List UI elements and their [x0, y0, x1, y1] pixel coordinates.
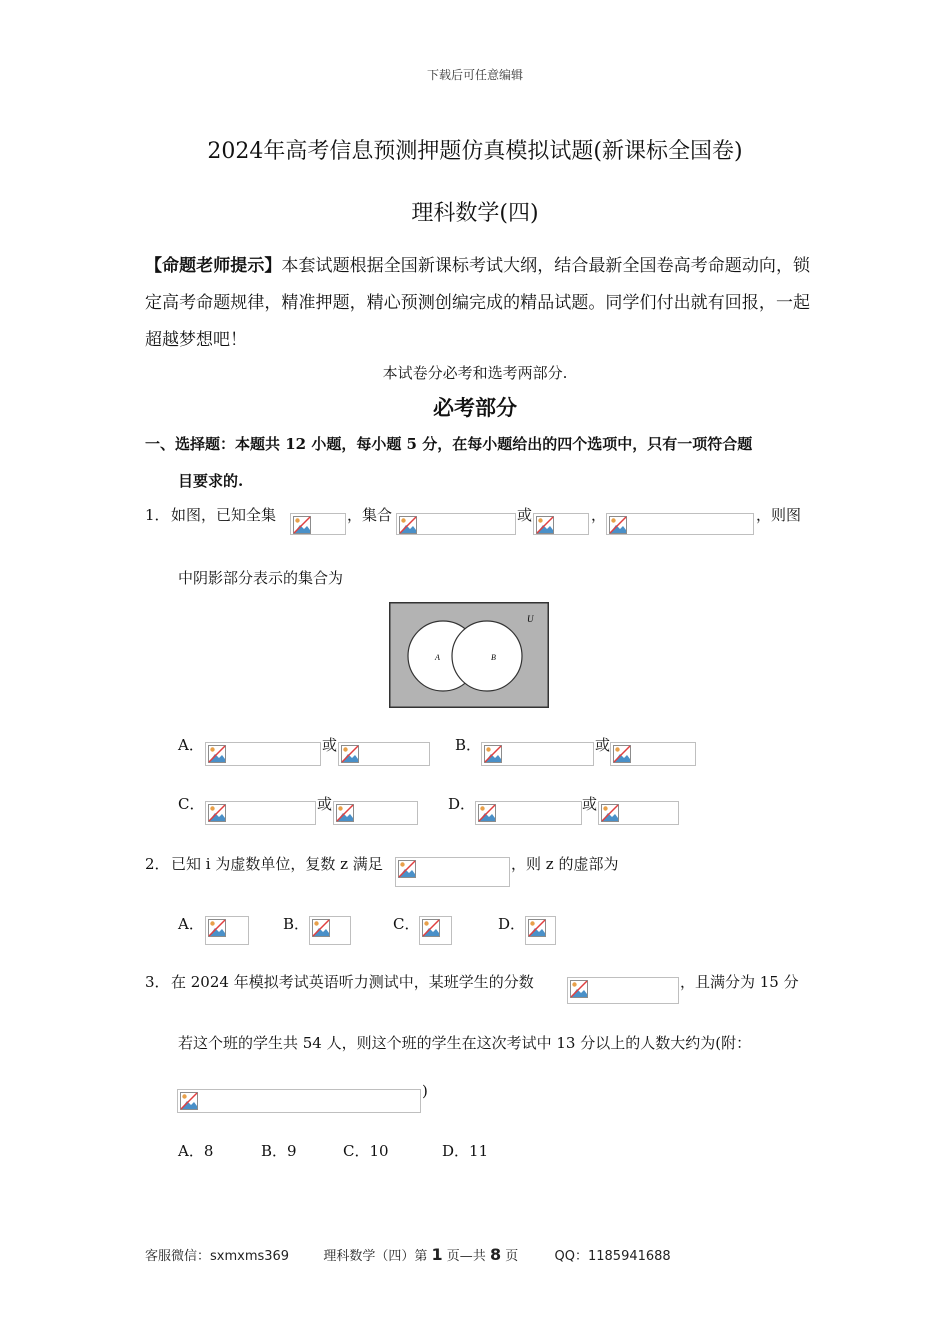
broken-image-icon [536, 516, 554, 534]
q2-option-c-label: C． [393, 915, 420, 933]
q1-option-d-or: 或 [582, 795, 598, 813]
broken-image-icon [613, 745, 631, 763]
q1-option-d-label: D． [448, 795, 476, 813]
formula-image [475, 801, 582, 825]
formula-image [290, 513, 346, 535]
broken-image-icon [609, 516, 627, 534]
q3-option-b: B．9 [261, 1142, 297, 1160]
formula-image [205, 742, 321, 766]
venn-label-u: U [527, 614, 534, 624]
venn-label-b: B [491, 653, 496, 662]
formula-image [395, 857, 510, 887]
footer-qq: QQ：1185941688 [554, 1249, 671, 1264]
formula-image [177, 1089, 421, 1113]
formula-image [205, 916, 249, 945]
venn-label-a: A [435, 653, 440, 662]
paper-note: 本试卷分必考和选考两部分. [382, 364, 568, 382]
tips-text: 本套试题根据全国新课标考试大纲，结合最新全国卷高考命题动向，锁定高考命题规律，精准押题，精心预测创编完成的精品试题。同学们付出就有回报，一起超越梦想吧！ [145, 256, 810, 350]
footer-wechat: 客服微信：sxmxms369 [145, 1249, 290, 1264]
formula-image [396, 513, 516, 535]
broken-image-icon [341, 745, 359, 763]
page-subtitle: 理科数学(四) [411, 201, 539, 226]
formula-image [309, 916, 351, 945]
q2-text-1: 已知 i 为虚数单位，复数 z 满足 [171, 855, 383, 873]
q1-option-b-or: 或 [595, 736, 611, 754]
q3-option-c: C．10 [343, 1142, 389, 1160]
q1-text-line2: 中阴影部分表示的集合为 [178, 569, 344, 587]
formula-image [338, 742, 430, 766]
q2-option-b-label: B． [283, 915, 310, 933]
broken-image-icon [570, 980, 588, 998]
page-footer [145, 1245, 671, 1264]
venn-diagram [389, 602, 549, 708]
instructions-line2: 目要求的. [178, 472, 244, 490]
broken-image-icon [208, 919, 226, 937]
section-title: 必考部分 [433, 395, 517, 420]
q3-number: 3． [145, 973, 170, 991]
footer-mid: 页—共 [446, 1249, 486, 1264]
q1-text-4: ， [591, 506, 607, 524]
q1-text-3: 或 [517, 506, 533, 524]
q3-text-2: ，且满分为 15 分 [680, 973, 799, 991]
formula-image [205, 801, 316, 825]
q2-number: 2． [145, 855, 170, 873]
formula-image [598, 801, 679, 825]
teacher-tips [145, 248, 810, 359]
footer-end: 页 [505, 1249, 519, 1264]
instructions-line1: 一、选择题：本题共 12 小题，每小题 5 分，在每小题给出的四个选项中，只有一项符合题 [145, 435, 753, 453]
q2-option-d-label: D． [498, 915, 526, 933]
q3-option-a: A．8 [178, 1142, 214, 1160]
broken-image-icon [208, 745, 226, 763]
broken-image-icon [601, 804, 619, 822]
broken-image-icon [180, 1092, 198, 1110]
formula-image [606, 513, 754, 535]
download-note: 下载后可任意编辑 [426, 68, 523, 82]
broken-image-icon [312, 919, 330, 937]
q2-text-2: ，则 z 的虚部为 [511, 855, 619, 873]
formula-image [525, 916, 556, 945]
page-title: 2024年高考信息预测押题仿真模拟试题(新课标全国卷) [207, 139, 743, 164]
broken-image-icon [208, 804, 226, 822]
broken-image-icon [484, 745, 502, 763]
formula-image [333, 801, 418, 825]
q1-number: 1． [145, 506, 170, 524]
q3-close-paren: ) [422, 1082, 428, 1100]
q3-text-line2: 若这个班的学生共 54 人，则这个班的学生在这次考试中 13 分以上的人数大约为(附： [178, 1034, 752, 1052]
formula-image [481, 742, 594, 766]
footer-page-number: 1 [431, 1245, 443, 1264]
footer-paper: 理科数学（四）第 [323, 1249, 428, 1264]
broken-image-icon [398, 860, 416, 878]
q3-text-1: 在 2024 年模拟考试英语听力测试中，某班学生的分数 [171, 973, 534, 991]
q3-option-d: D．11 [442, 1142, 489, 1160]
broken-image-icon [399, 516, 417, 534]
broken-image-icon [528, 919, 546, 937]
formula-image [567, 977, 679, 1004]
formula-image [533, 513, 589, 535]
q1-text-2: ，集合 [347, 506, 393, 524]
q2-option-a-label: A． [178, 915, 204, 933]
q1-option-c-label: C． [178, 795, 205, 813]
footer-total-pages: 8 [489, 1245, 502, 1264]
broken-image-icon [422, 919, 440, 937]
q1-option-a-or: 或 [322, 736, 338, 754]
q1-option-c-or: 或 [317, 795, 333, 813]
broken-image-icon [336, 804, 354, 822]
q1-option-a-label: A． [178, 736, 204, 754]
tips-label: 【命题老师提示】 [145, 256, 282, 276]
formula-image [610, 742, 696, 766]
q1-text-1: 如图，已知全集 [171, 506, 277, 524]
q1-option-b-label: B． [455, 736, 482, 754]
broken-image-icon [478, 804, 496, 822]
q1-text-5: ，则图 [756, 506, 802, 524]
formula-image [419, 916, 452, 945]
broken-image-icon [293, 516, 311, 534]
